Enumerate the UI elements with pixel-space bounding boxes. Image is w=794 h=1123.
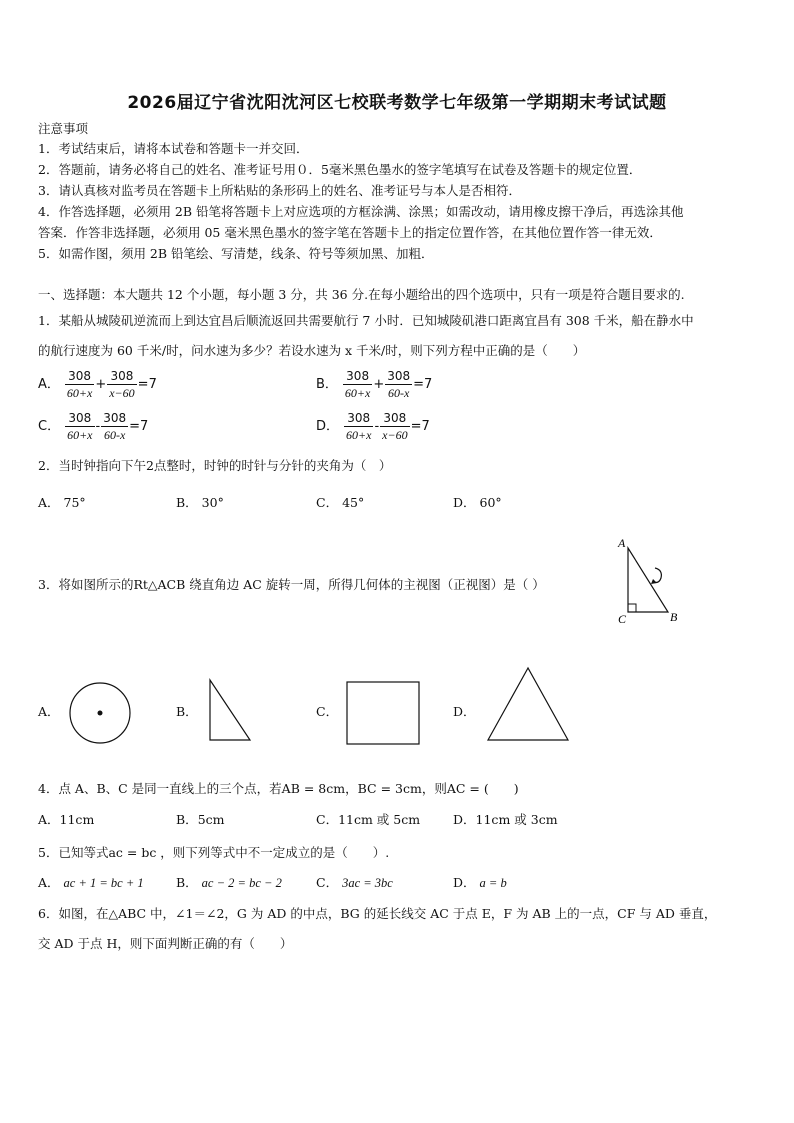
q1-option-b[interactable]: B． $\frac{308}{60+x}$ + $\frac{308}{60-x}$ =7 bbox=[316, 369, 433, 400]
q3-option-b[interactable]: B． bbox=[176, 704, 198, 719]
right-triangle-figure bbox=[610, 534, 690, 630]
q2-option-b[interactable]: B． 30° bbox=[176, 495, 224, 510]
question-6-line-2: 交 AD 于点 H，则下面判断正确的有（ ） bbox=[38, 936, 293, 951]
question-3: 3．将如图所示的Rt△ACB 绕直角边 AC 旋转一周，所得几何体的主视图（正视图）是（ ） bbox=[38, 577, 545, 592]
q1-option-a[interactable]: A． $\frac{308}{60+x}$ + $\frac{308}{x-60}$ =7 bbox=[38, 369, 157, 400]
note-item: 3．请认真核对监考员在答题卡上所粘贴的条形码上的姓名、准考证号与本人是否相符． bbox=[38, 183, 521, 198]
q3-option-c-square-figure[interactable] bbox=[343, 680, 423, 746]
q5-option-a[interactable]: A． ac + 1 = bc + 1 bbox=[38, 875, 144, 890]
q3-option-d-triangle-figure[interactable] bbox=[484, 664, 574, 744]
q3-option-a[interactable]: A． bbox=[38, 704, 60, 719]
question-1-line-2: 的航行速度为 60 千米/时，问水速为多少？若设水速为 x 千米/时，则下列方程中正确的是（ ） bbox=[38, 343, 586, 358]
q3-option-c[interactable]: C． bbox=[316, 704, 339, 719]
note-item: 4．作答选择题，必须用 2B 铅笔将答题卡上对应选项的方框涂满、涂黑；如需改动，请用橡皮擦干净后，再选涂其他 bbox=[38, 204, 684, 219]
q2-option-d[interactable]: D． 60° bbox=[453, 495, 502, 510]
svg-text:A: A bbox=[618, 536, 626, 550]
q1-option-c[interactable]: C． $\frac{308}{60+x}$ - $\frac{308}{60-x}$ =7 bbox=[38, 411, 149, 442]
question-1-line-1: 1．某船从城陵矶逆流而上到达宜昌后顺流返回共需要航行 7 小时．已知城陵矶港口距离宜昌有 308 千米，船在静水中 bbox=[38, 313, 694, 328]
notes-heading: 注意事项 bbox=[38, 121, 89, 136]
q4-option-a[interactable]: A．11cm bbox=[38, 812, 95, 827]
q3-option-d[interactable]: D． bbox=[453, 704, 476, 719]
question-5: 5．已知等式ac = bc ，则下列等式中不一定成立的是（ ）. bbox=[38, 845, 390, 860]
q5-option-c[interactable]: C． 3ac = 3bc bbox=[316, 875, 393, 890]
note-item: 5．如需作图，须用 2B 铅笔绘、写清楚，线条、符号等须加黑、加粗． bbox=[38, 246, 434, 261]
q3-option-b-triangle-figure[interactable] bbox=[204, 676, 258, 746]
q3-option-a-circle-figure[interactable] bbox=[66, 680, 136, 746]
svg-text:C: C bbox=[618, 612, 627, 626]
note-item: 2．答题前，请务必将自己的姓名、准考证号用０．5毫米黑色墨水的签字笔填写在试卷及答题卡的规定位置． bbox=[38, 162, 642, 177]
note-item: 答案．作答非选择题，必须用 05 毫米黑色墨水的签字笔在答题卡上的指定位置作答，在其他位置作答一律无效． bbox=[38, 225, 662, 240]
q4-option-d[interactable]: D．11cm 或 3cm bbox=[453, 812, 558, 827]
q5-option-b[interactable]: B． ac − 2 = bc − 2 bbox=[176, 875, 282, 890]
section-heading: 一、选择题：本大题共 12 个小题，每小题 3 分，共 36 分.在每小题给出的四个选项中，只有一项是符合题目要求的. bbox=[38, 287, 685, 302]
q5-option-d[interactable]: D． a = b bbox=[453, 875, 507, 890]
svg-text:B: B bbox=[670, 610, 678, 624]
q2-option-a[interactable]: A． 75° bbox=[38, 495, 86, 510]
question-4: 4．点 A、B、C 是同一直线上的三个点，若AB = 8cm，BC = 3cm，则AC = ( ) bbox=[38, 781, 519, 796]
q4-option-b[interactable]: B．5cm bbox=[176, 812, 225, 827]
note-item: 1．考试结束后，请将本试卷和答题卡一并交回． bbox=[38, 141, 309, 156]
page-title: 2026届辽宁省沈阳沈河区七校联考数学七年级第一学期期末考试试题 bbox=[127, 93, 667, 113]
q2-option-c[interactable]: C． 45° bbox=[316, 495, 365, 510]
question-2: 2．当时钟指向下午2点整时，时钟的时针与分针的夹角为（ ） bbox=[38, 458, 392, 473]
q1-option-d[interactable]: D． $\frac{308}{60+x}$ - $\frac{308}{x-60}$ =7 bbox=[316, 411, 430, 442]
question-6-line-1: 6．如图，在△ABC 中，∠1＝∠2，G 为 AD 的中点，BG 的延长线交 AC 于点 E，F 为 AB 上的一点，CF 与 AD 垂直， bbox=[38, 906, 717, 921]
q4-option-c[interactable]: C．11cm 或 5cm bbox=[316, 812, 421, 827]
